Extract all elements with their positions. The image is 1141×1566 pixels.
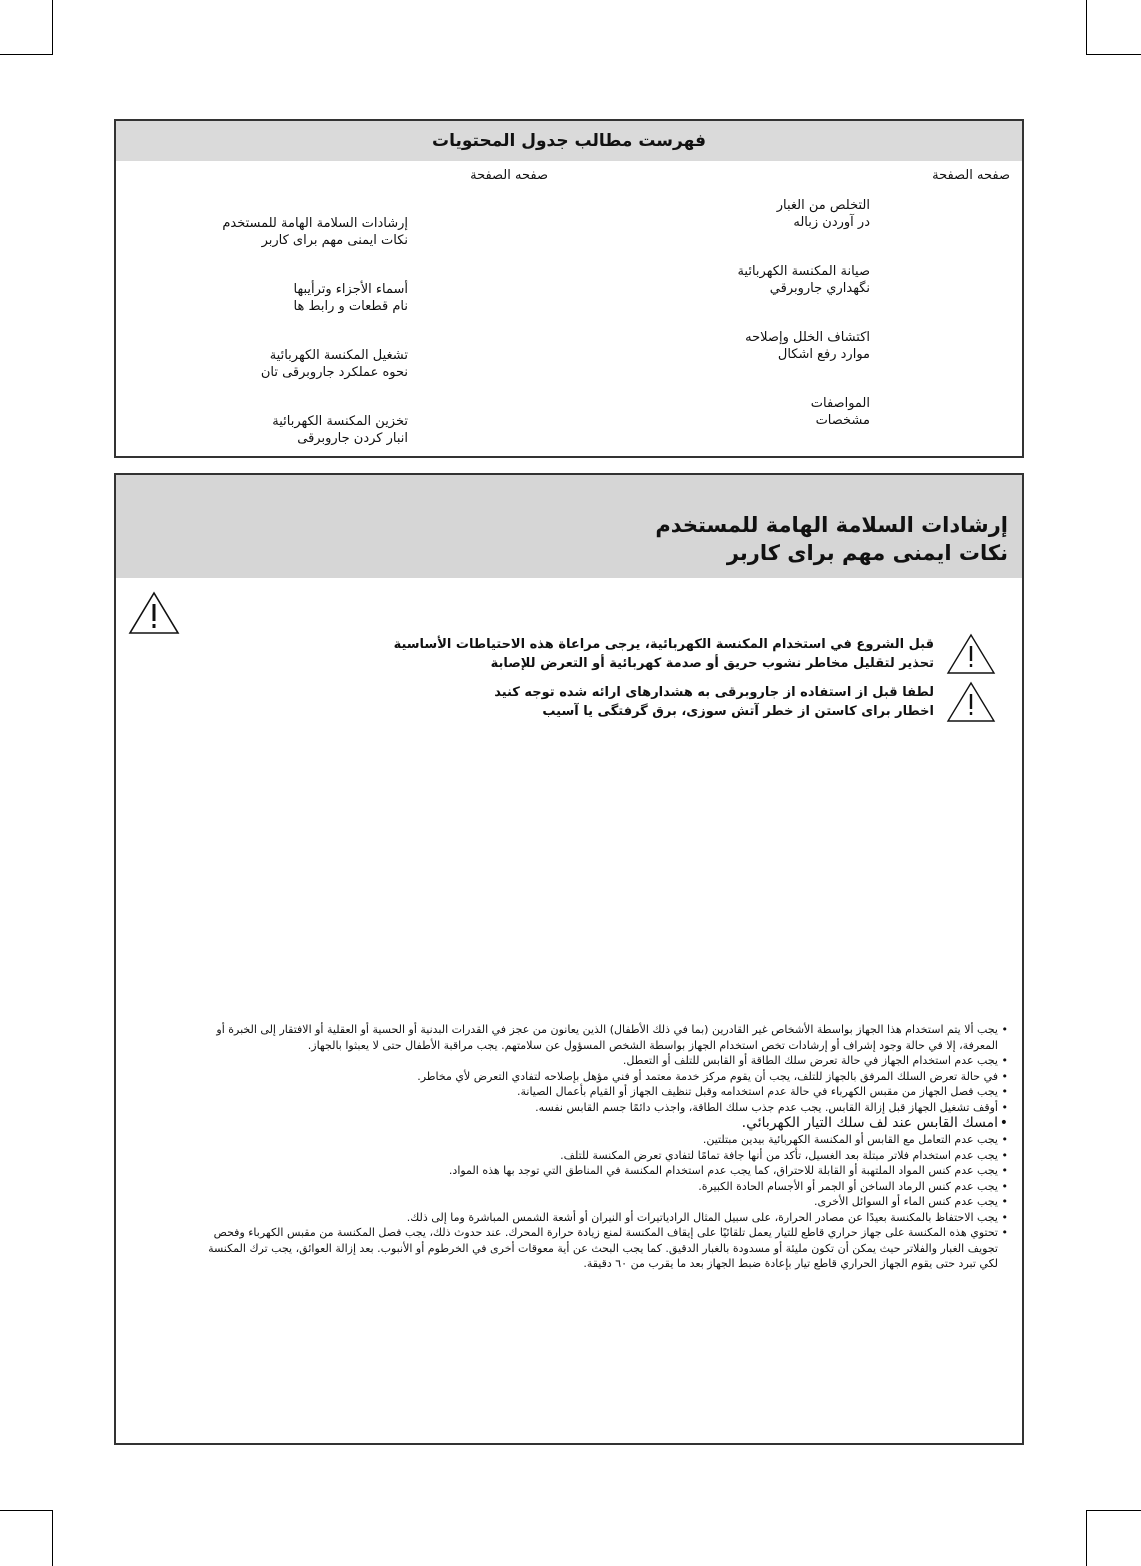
safety-instructions-section [114, 473, 1024, 1445]
warning-triangle-icon [946, 681, 996, 723]
toc-entry-arabic: المواصفات [810, 396, 870, 411]
toc-header [116, 121, 1022, 161]
toc-entry[interactable] [148, 347, 408, 381]
page-column-label: صفحه الصفحة [470, 168, 548, 183]
toc-column-right [570, 197, 870, 457]
list-item: • يجب عدم كنس المواد الملتهبة أو القابلة للاحتراق، كما يجب عدم استخدام المكنسة في المناطق التي توجد بها هذه المواد. [196, 1163, 1008, 1179]
crop-mark [1086, 0, 1087, 54]
warning-text-line: قبل الشروع في استخدام المكنسة الكهربائية، يرجى مراعاة هذه الاحتياطات الأساسية [393, 637, 934, 652]
warning-triangle-icon [946, 633, 996, 675]
toc-entry-persian: مشخصات [815, 413, 870, 428]
crop-mark [1086, 1510, 1087, 1566]
warning-text [394, 635, 934, 673]
warning-text [494, 683, 934, 721]
toc-entry-persian: انبار کردن جاروبرقی [297, 431, 408, 446]
safety-title-persian: نکات ایمنی مهم برای کاربر [726, 541, 1008, 565]
crop-mark [1086, 54, 1141, 55]
safety-title-arabic: إرشادات السلامة الهامة للمستخدم [655, 513, 1008, 537]
toc-entry[interactable] [610, 197, 870, 231]
toc-entry-arabic: اكتشاف الخلل وإصلاحه [745, 330, 870, 345]
list-item: • تحتوي هذه المكنسة على جهاز حراري قاطع للتيار يعمل تلقائيًا على إيقاف المكنسة لمنع زيادة حرارة المحرك. عند حدوث ذلك، يجب فصل المكنسة من مقبس الكهرباء وفحص تجويف الغبار والفلاتر حيث يمكن أن تكون مليئة أو مسدودة بالغبار الدقيق. كما يجب البحث عن أية معوقات أخرى في الخرطوم أو الأنبوب. بعد إزالة العوائق، يجب ترك المكنسة لكي تبرد حتى يقوم الجهاز الحراري قاطع تيار بإعادة ضبط الجهاز بعد ما يقرب من ٦٠ دقيقة. [196, 1225, 1008, 1272]
toc-entry-arabic: صيانة المكنسة الكهربائية [737, 264, 870, 279]
toc-entry[interactable] [148, 281, 408, 315]
warning-arabic [394, 633, 996, 675]
toc-entry-arabic: تخزين المكنسة الكهربائية [272, 414, 408, 429]
safety-title [655, 511, 1008, 567]
safety-bullet-list [196, 1022, 1008, 1272]
toc-entry[interactable] [148, 413, 408, 447]
crop-mark [0, 1510, 53, 1511]
toc-entry[interactable] [610, 263, 870, 297]
table-of-contents [114, 119, 1024, 458]
toc-entry-arabic: إرشادات السلامة الهامة للمستخدم [222, 216, 408, 231]
toc-title: فهرست مطالب جدول المحتويات [432, 131, 706, 151]
toc-entry[interactable] [610, 395, 870, 429]
crop-mark [52, 1510, 53, 1566]
list-item: • امسك القابس عند لف سلك التيار الكهربائي. [196, 1115, 1008, 1132]
list-item: • يجب فصل الجهاز من مقبس الكهرباء في حالة عدم استخدامه وقبل تنظيف الجهاز أو القيام بأعمال الصيانة. [196, 1084, 1008, 1100]
list-item: • في حالة تعرض السلك المرفق بالجهاز للتلف، يجب أن يقوم مركز خدمة معتمد أو فني مؤهل بإصلاحه لتفادي التعرض لأي مخاطر. [196, 1069, 1008, 1085]
warning-persian [494, 681, 996, 723]
safety-header [116, 475, 1022, 578]
list-item: • أوقف تشغيل الجهاز قبل إزالة القابس. يجب عدم جذب سلك الطاقة، واجذب دائمًا جسم القابس نفسه. [196, 1100, 1008, 1116]
toc-entry[interactable] [148, 215, 408, 249]
toc-entry-arabic: أسماء الأجزاء وترأيبها [293, 282, 408, 297]
crop-mark [0, 54, 53, 55]
warning-text-line: تحذير لتقليل مخاطر نشوب حريق أو صدمة كهربائية أو التعرض للإصابة [490, 656, 934, 671]
list-item: • يجب عدم التعامل مع القابس أو المكنسة الكهربائية بيدين مبتلتين. [196, 1132, 1008, 1148]
warning-text-line: اخطار برای کاستن از خطر آتش سوزی، برق گرفتگی یا آسیب [542, 704, 934, 719]
toc-entry-arabic: التخلص من الغبار [776, 198, 870, 213]
list-item: • يجب عدم استخدام فلاتر مبتلة بعد الغسيل، تأكد من أنها جافة تمامًا لتفادي تعرض المكنسة للتلف. [196, 1148, 1008, 1164]
toc-entry-persian: در آوردن زباله [793, 215, 870, 230]
list-item: • يجب عدم استخدام الجهاز في حالة تعرض سلك الطاقة أو القابس للتلف أو التعطل. [196, 1053, 1008, 1069]
warning-text-line: لطفا قبل از استفاده از جاروبرقی به هشدارهای ارائه شده توجه کنید [494, 685, 934, 700]
toc-entry-persian: نحوه عملکرد جاروبرقی تان [260, 365, 408, 380]
toc-entry[interactable] [610, 329, 870, 363]
toc-entry-persian: موارد رفع اشکال [777, 347, 870, 362]
warning-triangle-icon [128, 591, 180, 635]
page-column-label: صفحه الصفحة [932, 168, 1010, 183]
toc-entry-persian: نکات ایمنی مهم برای کاربر [261, 233, 408, 248]
list-item: • يجب ألا يتم استخدام هذا الجهاز بواسطة الأشخاص غير القادرين (بما في ذلك الأطفال) الذين يعانون من عجز في القدرات البدنية أو الحسية أو العقلية أو الافتقار إلى الخبرة أو المعرفة، إلا في حالة وجود إشراف أو إرشادات تخص استخدام الجهاز بواسطة الشخص المسؤول عن سلامتهم. يجب مراقبة الأطفال حتى لا يعبثوا بالجهاز. [196, 1022, 1008, 1053]
list-item: • يجب عدم كنس الماء أو السوائل الأخرى. [196, 1194, 1008, 1210]
crop-mark [1086, 1510, 1141, 1511]
toc-column-left [118, 215, 408, 455]
toc-entry-persian: نگهداري جاروبرقي [769, 281, 870, 296]
list-item: • يجب الاحتفاظ بالمكنسة بعيدًا عن مصادر الحرارة، على سبيل المثال الرادياتيرات أو النيران أو أشعة الشمس المباشرة وما إلى ذلك. [196, 1210, 1008, 1226]
crop-mark [52, 0, 53, 54]
toc-entry-persian: نام قطعات و رابط ها [293, 299, 408, 314]
toc-entry-arabic: تشغيل المكنسة الكهربائية [269, 348, 408, 363]
list-item: • يجب عدم كنس الرماد الساخن أو الجمر أو الأجسام الحادة الكبيرة. [196, 1179, 1008, 1195]
